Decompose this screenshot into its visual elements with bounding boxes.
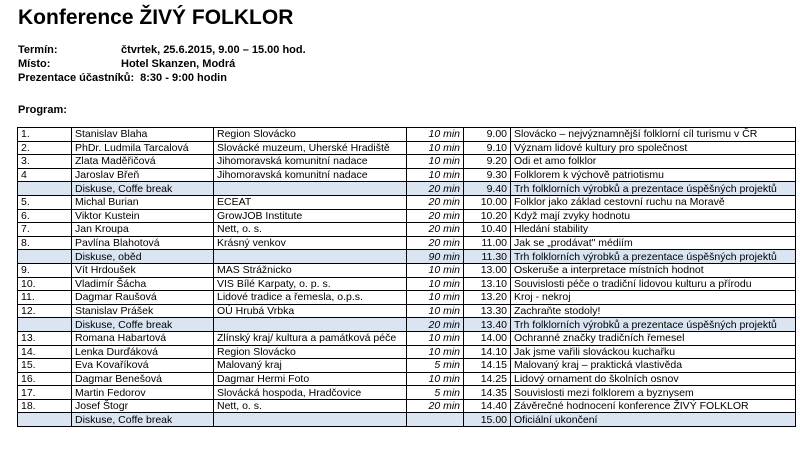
speaker-name-cell: Viktor Kustein: [72, 209, 214, 223]
speaker-name-cell: Diskuse, Coffe break: [72, 318, 214, 332]
topic-cell: Jak jsme vařili slováckou kuchařku: [511, 345, 796, 359]
break-row: [18, 250, 796, 264]
organization-cell: VIS Bílé Karpaty, o. p. s.: [214, 277, 407, 291]
organization-cell: Nett, o. s.: [214, 399, 407, 413]
duration-cell: 20 min: [407, 236, 464, 250]
row-number-cell: 12.: [18, 304, 72, 318]
start-time-cell: 13.10: [464, 277, 511, 291]
organization-cell: Region Slovácko: [214, 345, 407, 359]
row-number-cell: [18, 318, 72, 332]
table-row: [18, 399, 796, 413]
organization-cell: OÚ Hrubá Vrbka: [214, 304, 407, 318]
start-time-cell: 9.20: [464, 155, 511, 169]
start-time-cell: 9.00: [464, 128, 511, 142]
program-label: Program:: [18, 104, 67, 116]
start-time-cell: 9.40: [464, 182, 511, 196]
topic-cell: Trh folklorních výrobků a prezentace úspěšných projektů: [511, 318, 796, 332]
organization-cell: GrowJOB Institute: [214, 209, 407, 223]
start-time-cell: 9.10: [464, 141, 511, 155]
topic-cell: Jak se „prodávat" médiím: [511, 236, 796, 250]
table-row: [18, 209, 796, 223]
topic-cell: Trh folklorních výrobků a prezentace úspěšných projektů: [511, 182, 796, 196]
table-row: [18, 223, 796, 237]
speaker-name-cell: Eva Kovaříková: [72, 359, 214, 373]
row-number-cell: 17.: [18, 386, 72, 400]
row-number-cell: 6.: [18, 209, 72, 223]
duration-cell: 5 min: [407, 359, 464, 373]
table-row: [18, 386, 796, 400]
break-row: [18, 318, 796, 332]
start-time-cell: 9.30: [464, 168, 511, 182]
table-row: [18, 168, 796, 182]
topic-cell: Folklorem k výchově patriotismu: [511, 168, 796, 182]
speaker-name-cell: Lenka Durďáková: [72, 345, 214, 359]
table-row: [18, 195, 796, 209]
duration-cell: 10 min: [407, 168, 464, 182]
table-row: [18, 155, 796, 169]
row-number-cell: 4: [18, 168, 72, 182]
speaker-name-cell: Josef Štogr: [72, 399, 214, 413]
program-table: [17, 127, 796, 427]
speaker-name-cell: Zlata Maděřičová: [72, 155, 214, 169]
presentation-value: 8:30 - 9:00 hodin: [140, 72, 227, 84]
row-number-cell: 3.: [18, 155, 72, 169]
row-number-cell: [18, 182, 72, 196]
organization-cell: Nett, o. s.: [214, 223, 407, 237]
duration-cell: 20 min: [407, 195, 464, 209]
organization-cell: Krásný venkov: [214, 236, 407, 250]
organization-cell: MAS Strážnicko: [214, 263, 407, 277]
topic-cell: Slovácko – nejvýznamnější folklorní cíl turismu v ČR: [511, 128, 796, 142]
organization-cell: Slovácká hospoda, Hradčovice: [214, 386, 407, 400]
organization-cell: Zlínský kraj/ kultura a památková péče: [214, 331, 407, 345]
place-value: Hotel Skanzen, Modrá: [121, 58, 236, 70]
duration-cell: 10 min: [407, 263, 464, 277]
presentation-label: Prezentace účastníků:: [18, 72, 135, 84]
start-time-cell: 15.00: [464, 413, 511, 427]
topic-cell: Závěrečné hodnocení konference ŽIVÝ FOLKLOR: [511, 399, 796, 413]
break-row: [18, 413, 796, 427]
duration-cell: 20 min: [407, 209, 464, 223]
duration-cell: 10 min: [407, 331, 464, 345]
speaker-name-cell: Stanislav Blaha: [72, 128, 214, 142]
speaker-name-cell: Dagmar Benešová: [72, 372, 214, 386]
organization-cell: Jihomoravská komunitní nadace: [214, 168, 407, 182]
table-row: [18, 304, 796, 318]
start-time-cell: 11.00: [464, 236, 511, 250]
speaker-name-cell: Diskuse, Coffe break: [72, 182, 214, 196]
organization-cell: Region Slovácko: [214, 128, 407, 142]
organization-cell: [214, 413, 407, 427]
table-row: [18, 128, 796, 142]
table-row: [18, 141, 796, 155]
place-label: Místo:: [18, 58, 51, 70]
row-number-cell: 10.: [18, 277, 72, 291]
row-number-cell: [18, 250, 72, 264]
table-row: [18, 277, 796, 291]
row-number-cell: 18.: [18, 399, 72, 413]
topic-cell: Trh folklorních výrobků a prezentace úspěšných projektů: [511, 250, 796, 264]
presentation-line: [18, 72, 227, 84]
table-row: [18, 263, 796, 277]
row-number-cell: 15.: [18, 359, 72, 373]
start-time-cell: 11.30: [464, 250, 511, 264]
row-number-cell: 14.: [18, 345, 72, 359]
start-time-cell: 10.00: [464, 195, 511, 209]
topic-cell: Kroj - nekroj: [511, 291, 796, 305]
row-number-cell: 16.: [18, 372, 72, 386]
topic-cell: Když mají zvyky hodnotu: [511, 209, 796, 223]
start-time-cell: 13.20: [464, 291, 511, 305]
topic-cell: Malovaný kraj – praktická vlastivěda: [511, 359, 796, 373]
term-line: [18, 44, 306, 56]
speaker-name-cell: Diskuse, Coffe break: [72, 413, 214, 427]
table-row: [18, 331, 796, 345]
topic-cell: Odi et amo folklor: [511, 155, 796, 169]
table-row: [18, 291, 796, 305]
organization-cell: [214, 182, 407, 196]
speaker-name-cell: Martin Fedorov: [72, 386, 214, 400]
duration-cell: 10 min: [407, 291, 464, 305]
document-title: Konference ŽIVÝ FOLKLOR: [18, 6, 294, 29]
row-number-cell: 9.: [18, 263, 72, 277]
duration-cell: 5 min: [407, 386, 464, 400]
place-line: [18, 58, 235, 70]
speaker-name-cell: Pavlína Blahotová: [72, 236, 214, 250]
row-number-cell: [18, 413, 72, 427]
break-row: [18, 182, 796, 196]
start-time-cell: 13.30: [464, 304, 511, 318]
topic-cell: Hledání stability: [511, 223, 796, 237]
organization-cell: Dagmar Hermi Foto: [214, 372, 407, 386]
duration-cell: 10 min: [407, 277, 464, 291]
start-time-cell: 14.35: [464, 386, 511, 400]
speaker-name-cell: Stanislav Prášek: [72, 304, 214, 318]
topic-cell: Význam lidové kultury pro společnost: [511, 141, 796, 155]
organization-cell: ECEAT: [214, 195, 407, 209]
organization-cell: [214, 318, 407, 332]
duration-cell: 10 min: [407, 141, 464, 155]
row-number-cell: 5.: [18, 195, 72, 209]
organization-cell: Lidové tradice a řemesla, o.p.s.: [214, 291, 407, 305]
speaker-name-cell: PhDr. Ludmila Tarcalová: [72, 141, 214, 155]
topic-cell: Folklor jako základ cestovní ruchu na Moravě: [511, 195, 796, 209]
topic-cell: Zachraňte stodoly!: [511, 304, 796, 318]
row-number-cell: 2.: [18, 141, 72, 155]
organization-cell: Jihomoravská komunitní nadace: [214, 155, 407, 169]
term-label: Termín:: [18, 44, 58, 56]
topic-cell: Oficiální ukončení: [511, 413, 796, 427]
duration-cell: 10 min: [407, 304, 464, 318]
speaker-name-cell: Vít Hrdoušek: [72, 263, 214, 277]
topic-cell: Lidový ornament do školních osnov: [511, 372, 796, 386]
duration-cell: 90 min: [407, 250, 464, 264]
organization-cell: Slovácké muzeum, Uherské Hradiště: [214, 141, 407, 155]
term-value: čtvrtek, 25.6.2015, 9.00 – 15.00 hod.: [121, 44, 306, 56]
speaker-name-cell: Diskuse, oběd: [72, 250, 214, 264]
topic-cell: Oskeruše a interpretace místních hodnot: [511, 263, 796, 277]
row-number-cell: 8.: [18, 236, 72, 250]
duration-cell: 20 min: [407, 223, 464, 237]
table-row: [18, 236, 796, 250]
start-time-cell: 14.00: [464, 331, 511, 345]
row-number-cell: 1.: [18, 128, 72, 142]
start-time-cell: 14.25: [464, 372, 511, 386]
topic-cell: Souvislosti péče o tradiční lidovou kulturu a přírodu: [511, 277, 796, 291]
duration-cell: 10 min: [407, 128, 464, 142]
speaker-name-cell: Jan Kroupa: [72, 223, 214, 237]
row-number-cell: 11.: [18, 291, 72, 305]
duration-cell: 20 min: [407, 399, 464, 413]
start-time-cell: 13.40: [464, 318, 511, 332]
table-row: [18, 359, 796, 373]
speaker-name-cell: Michal Burian: [72, 195, 214, 209]
organization-cell: Malovaný kraj: [214, 359, 407, 373]
organization-cell: [214, 250, 407, 264]
start-time-cell: 14.15: [464, 359, 511, 373]
duration-cell: 20 min: [407, 318, 464, 332]
row-number-cell: 13.: [18, 331, 72, 345]
start-time-cell: 13.00: [464, 263, 511, 277]
speaker-name-cell: Vladimír Šácha: [72, 277, 214, 291]
start-time-cell: 10.40: [464, 223, 511, 237]
speaker-name-cell: Dagmar Raušová: [72, 291, 214, 305]
topic-cell: Ochranné značky tradičních řemesel: [511, 331, 796, 345]
duration-cell: 10 min: [407, 345, 464, 359]
duration-cell: [407, 413, 464, 427]
speaker-name-cell: Jaroslav Břeň: [72, 168, 214, 182]
duration-cell: 10 min: [407, 155, 464, 169]
topic-cell: Souvislosti mezi folklorem a byznysem: [511, 386, 796, 400]
start-time-cell: 10.20: [464, 209, 511, 223]
duration-cell: 10 min: [407, 372, 464, 386]
start-time-cell: 14.10: [464, 345, 511, 359]
start-time-cell: 14.40: [464, 399, 511, 413]
row-number-cell: 7.: [18, 223, 72, 237]
duration-cell: 20 min: [407, 182, 464, 196]
table-row: [18, 372, 796, 386]
table-row: [18, 345, 796, 359]
speaker-name-cell: Romana Habartová: [72, 331, 214, 345]
